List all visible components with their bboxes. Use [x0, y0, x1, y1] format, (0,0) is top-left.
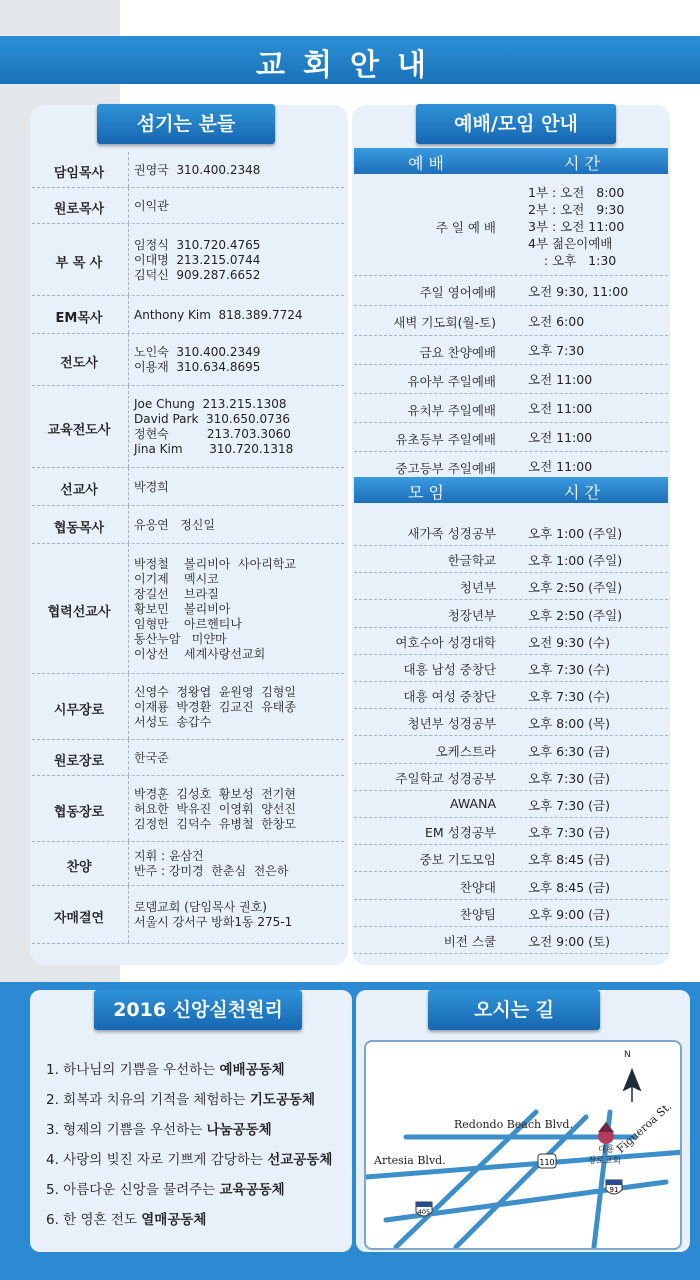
meeting-time: 오후 8:00 (목)	[528, 716, 610, 732]
meeting-row	[354, 573, 668, 600]
staff-line: 서울시 강서구 방화1동 275-1	[134, 915, 293, 929]
row-divider	[128, 740, 129, 775]
staff-line: 박경희	[134, 479, 169, 494]
staff-names	[134, 238, 260, 283]
meeting-time: 오후 2:50 (주일)	[528, 580, 623, 596]
shield-91	[606, 1180, 622, 1194]
meeting-time: 오후 7:30 (금)	[528, 797, 610, 813]
meeting-row	[354, 927, 668, 954]
principle-item	[46, 1058, 285, 1078]
staff-row	[32, 468, 344, 506]
meeting-time: 오후 8:45 (금)	[528, 852, 610, 868]
street-artesia: Artesia Blvd.	[374, 1154, 446, 1167]
worship-name: 중고등부 주일예배	[395, 460, 496, 476]
worship-row	[354, 365, 668, 394]
staff-line: 지휘 : 윤삼건	[134, 849, 204, 863]
staff-line: Anthony Kim 818.389.7724	[134, 307, 303, 322]
meeting-name: 대흥 여성 중창단	[403, 689, 496, 705]
staff-role-label: 원로장로	[53, 754, 105, 769]
staff-role-label: 부 목 사	[55, 256, 103, 271]
staff-line: 노인숙 310.400.2349	[134, 345, 261, 359]
principle-item	[46, 1148, 332, 1168]
staff-row	[32, 740, 344, 776]
worship-name: 새벽 기도회(월-토)	[393, 315, 496, 330]
principle-keyword: 기도공동체	[249, 1092, 316, 1108]
staff-row	[32, 776, 344, 842]
row-divider	[128, 886, 129, 943]
worship-time: 오후 7:30	[528, 343, 585, 358]
row-divider	[128, 776, 129, 841]
principles-tab: 2016 신앙실천원리	[94, 990, 302, 1030]
north-label: N	[624, 1050, 631, 1060]
staff-names	[134, 751, 169, 766]
church-label-1: 대흥	[598, 1145, 615, 1155]
meeting-name: EM 성경공부	[425, 825, 496, 841]
meeting-header-col1: 모 임	[408, 483, 444, 502]
principle-keyword: 열매공동체	[141, 1212, 207, 1228]
meeting-header-col2: 시 간	[564, 483, 600, 502]
staff-line: 유응연 정신일	[134, 517, 215, 532]
worship-row	[354, 423, 668, 452]
staff-row	[32, 674, 344, 740]
meeting-time: 오후 2:50 (주일)	[528, 607, 623, 623]
worship-name: 금요 찬양예배	[419, 344, 496, 360]
staff-line: 허요한 박유진 이영휘 양선진	[134, 801, 296, 816]
staff-line: 이익관	[134, 198, 169, 213]
meeting-row	[354, 655, 668, 682]
row-divider	[128, 544, 129, 673]
staff-line: 임정식 310.720.4765	[134, 237, 261, 252]
meeting-name: 여호수아 성경대학	[395, 634, 496, 650]
staff-names	[134, 308, 303, 323]
worship-name: 주일 영어예배	[419, 285, 496, 300]
staff-names	[134, 345, 260, 375]
shield-91-band	[606, 1180, 622, 1185]
staff-line: 김정헌 김덕수 유병철 한창모	[134, 816, 296, 831]
staff-line: 반주 : 강미경 한춘심 전은하	[134, 864, 289, 878]
shield-110-label: 110	[539, 1158, 555, 1167]
staff-role-label: 담임목사	[53, 166, 105, 181]
meeting-time: 오후 7:30 (수)	[528, 689, 610, 705]
meeting-header	[354, 477, 668, 503]
staff-names	[134, 900, 292, 930]
staff-line: 박정철 볼리비아 사아리학교	[134, 556, 296, 571]
staff-role-label: 전도사	[60, 356, 98, 371]
street-redondo: Redondo Beach Blvd.	[454, 1118, 573, 1131]
staff-names	[134, 163, 260, 178]
staff-line: Joe Chung 213.215.1308	[134, 397, 287, 411]
staff-role-label: 협동목사	[53, 521, 105, 536]
row-divider	[128, 296, 129, 333]
worship-header-col2: 시 간	[564, 154, 600, 173]
staff-row	[32, 386, 344, 468]
staff-names	[134, 787, 296, 832]
worship-name: 주 일 예 배	[435, 220, 496, 235]
staff-role-label: 원로목사	[53, 202, 105, 217]
staff-line: 서성도 송갑수	[134, 714, 212, 729]
worship-time: 오전 11:00	[528, 401, 593, 416]
worship-header	[354, 148, 668, 174]
principle-text: 2. 회복과 치유의 기적을 체험하는	[46, 1092, 250, 1108]
worship-row	[354, 394, 668, 423]
meeting-time: 오후 6:30 (금)	[528, 743, 610, 759]
principle-item	[46, 1118, 272, 1138]
meeting-row	[354, 506, 668, 546]
staff-row	[32, 506, 344, 544]
staff-line: 이용재 310.634.8695	[134, 360, 261, 374]
staff-role-label: EM목사	[55, 311, 103, 326]
row-divider	[128, 224, 129, 295]
staff-row	[32, 334, 344, 386]
row-divider	[128, 506, 129, 543]
worship-row	[354, 276, 668, 306]
meeting-name: 오케스트라	[435, 743, 496, 759]
staff-row	[32, 152, 344, 188]
shield-405-label: 405	[417, 1208, 431, 1216]
staff-line: 황보민 볼리비아	[134, 601, 231, 616]
meeting-time: 오후 7:30 (금)	[528, 770, 610, 786]
staff-line: David Park 310.650.0736	[134, 412, 290, 426]
meeting-name: 청년부 성경공부	[407, 716, 496, 732]
directions-tab: 오시는 길	[428, 990, 600, 1030]
meeting-row	[354, 764, 668, 791]
shield-405-band	[416, 1202, 432, 1207]
shield-405	[416, 1202, 432, 1216]
row-divider	[128, 152, 129, 187]
row-divider	[128, 334, 129, 385]
worship-time: 오전 6:00	[528, 313, 585, 329]
worship-row	[354, 176, 668, 276]
staff-tab: 섬기는 분들	[97, 104, 275, 144]
principle-text: 3. 형제의 기쁨을 우선하는	[46, 1122, 207, 1138]
staff-line: 김덕신 909.287.6652	[134, 267, 261, 282]
church-marker-roof	[598, 1122, 614, 1132]
staff-line: 정현숙 213.703.3060	[134, 427, 291, 441]
meeting-name: 중보 기도모임	[419, 852, 496, 868]
staff-names	[134, 849, 288, 879]
staff-row	[32, 886, 344, 944]
staff-names	[134, 199, 169, 214]
staff-line: 임형만 아르헨티나	[134, 616, 242, 631]
staff-row	[32, 296, 344, 334]
meeting-name: 청년부	[459, 580, 496, 596]
row-divider	[128, 468, 129, 505]
meeting-time: 오후 1:00 (주일)	[528, 553, 623, 569]
principle-keyword: 예배공동체	[219, 1062, 285, 1078]
meeting-row	[354, 900, 668, 927]
meeting-time: 오후 1:00 (주일)	[528, 526, 623, 541]
meeting-time: 오전 9:00 (토)	[528, 933, 610, 949]
meeting-name: 한글학교	[447, 553, 496, 569]
principle-keyword: 교육공동체	[219, 1182, 285, 1198]
staff-line: 이대명 213.215.0744	[134, 252, 261, 267]
principle-keyword: 선교공동체	[267, 1152, 333, 1168]
worship-name: 유아부 주일예배	[407, 373, 496, 389]
meeting-row	[354, 791, 668, 818]
row-divider	[128, 386, 129, 467]
staff-line: 동산누암 미얀마	[134, 631, 227, 646]
meeting-time: 오후 8:45 (금)	[528, 879, 610, 895]
map	[364, 1040, 682, 1250]
meeting-time: 오후 7:30 (금)	[528, 825, 610, 841]
row-divider	[128, 674, 129, 739]
meeting-name: 새가족 성경공부	[407, 526, 496, 541]
worship-row	[354, 336, 668, 365]
meeting-name: 찬양대	[459, 879, 496, 895]
meeting-row	[354, 845, 668, 872]
worship-time: 오전 11:00	[528, 459, 593, 474]
staff-line: 신영수 정왕엽 윤원영 김형일	[134, 684, 296, 699]
staff-row	[32, 224, 344, 296]
staff-line: 박경훈 김성호 황보성 전기현	[134, 786, 296, 801]
page-title: 교회안내	[256, 48, 444, 83]
principle-text: 5. 아름다운 신앙을 물려주는	[46, 1182, 220, 1198]
meeting-row	[354, 872, 668, 899]
meeting-row	[354, 818, 668, 845]
row-divider	[128, 188, 129, 223]
meeting-time: 오후 7:30 (수)	[528, 661, 610, 677]
staff-role-label: 협력선교사	[47, 605, 111, 620]
meeting-name: 청장년부	[447, 607, 496, 623]
schedule-tab: 예배/모임 안내	[416, 104, 616, 144]
staff-row	[32, 842, 344, 886]
meeting-row	[354, 736, 668, 763]
staff-names	[134, 557, 296, 662]
meeting-name: 찬양팀	[459, 906, 496, 922]
church-marker	[598, 1122, 614, 1144]
shield-91-label: 91	[609, 1186, 619, 1194]
staff-line: Jina Kim 310.720.1318	[134, 442, 294, 456]
shield-110	[538, 1154, 556, 1168]
staff-role-label: 시무장로	[53, 703, 105, 718]
staff-role-label: 찬양	[66, 860, 92, 875]
staff-role-label: 협동장로	[53, 805, 105, 820]
worship-name: 유치부 주일예배	[407, 402, 496, 418]
staff-line: 이재룡 박경환 김교진 유태종	[134, 699, 296, 714]
principle-text: 6. 한 영혼 전도	[46, 1212, 142, 1228]
principle-text: 1. 하나님의 기쁨을 우선하는	[46, 1062, 220, 1078]
staff-names	[134, 480, 169, 495]
meeting-row	[354, 709, 668, 736]
principle-item	[46, 1088, 315, 1108]
staff-names	[134, 397, 293, 457]
staff-role-label: 자매결연	[53, 911, 105, 926]
principle-item	[46, 1178, 285, 1198]
meeting-name: 주일학교 성경공부	[395, 770, 496, 786]
worship-time: 오전 11:00	[528, 372, 593, 387]
staff-role-label: 선교사	[60, 483, 98, 498]
staff-names	[134, 685, 296, 730]
meeting-time: 오후 9:00 (금)	[528, 906, 610, 922]
staff-line: 권영국 310.400.2348	[134, 162, 261, 177]
worship-time: 1부 : 오전 8:00 2부 : 오전 9:30 3부 : 오전 11:00 4부 젊은이예배 : 오후 1:30	[528, 184, 625, 268]
staff-line: 이상선 세계사랑선교회	[134, 646, 266, 661]
principle-keyword: 나눔공동체	[206, 1122, 272, 1138]
meeting-row	[354, 628, 668, 655]
street-figueroa: Figueroa St.	[614, 1099, 675, 1156]
meeting-row	[354, 600, 668, 627]
staff-names	[134, 518, 215, 533]
staff-line: 한국준	[134, 750, 169, 765]
staff-row	[32, 544, 344, 674]
worship-row	[354, 306, 668, 336]
church-label-2: 장로교회	[588, 1156, 621, 1166]
staff-line: 장길선 브라질	[134, 586, 219, 601]
meeting-name: 비전 스쿨	[443, 933, 496, 949]
meeting-row	[354, 546, 668, 573]
meeting-name: 대흥 남성 중창단	[403, 661, 496, 677]
meeting-time: 오전 9:30 (수)	[528, 634, 610, 650]
road-diag-1	[396, 1112, 536, 1247]
staff-row	[32, 188, 344, 224]
staff-line: 로뎀교회 (담임목사 권호)	[134, 900, 267, 914]
staff-role-label: 교육전도사	[47, 423, 111, 438]
meeting-name: AWANA	[450, 795, 496, 811]
row-divider	[128, 842, 129, 885]
worship-name: 유초등부 주일예배	[395, 431, 496, 447]
worship-header-col1: 예 배	[408, 154, 444, 173]
map-roads	[366, 1042, 682, 1250]
principle-item	[46, 1208, 206, 1228]
staff-line: 이기제 멕시코	[134, 571, 219, 586]
meeting-row	[354, 682, 668, 709]
worship-time: 오전 9:30, 11:00	[528, 283, 629, 299]
principle-text: 4. 사랑의 빚진 자로 기쁘게 감당하는	[46, 1152, 268, 1168]
worship-time: 오전 11:00	[528, 430, 593, 445]
